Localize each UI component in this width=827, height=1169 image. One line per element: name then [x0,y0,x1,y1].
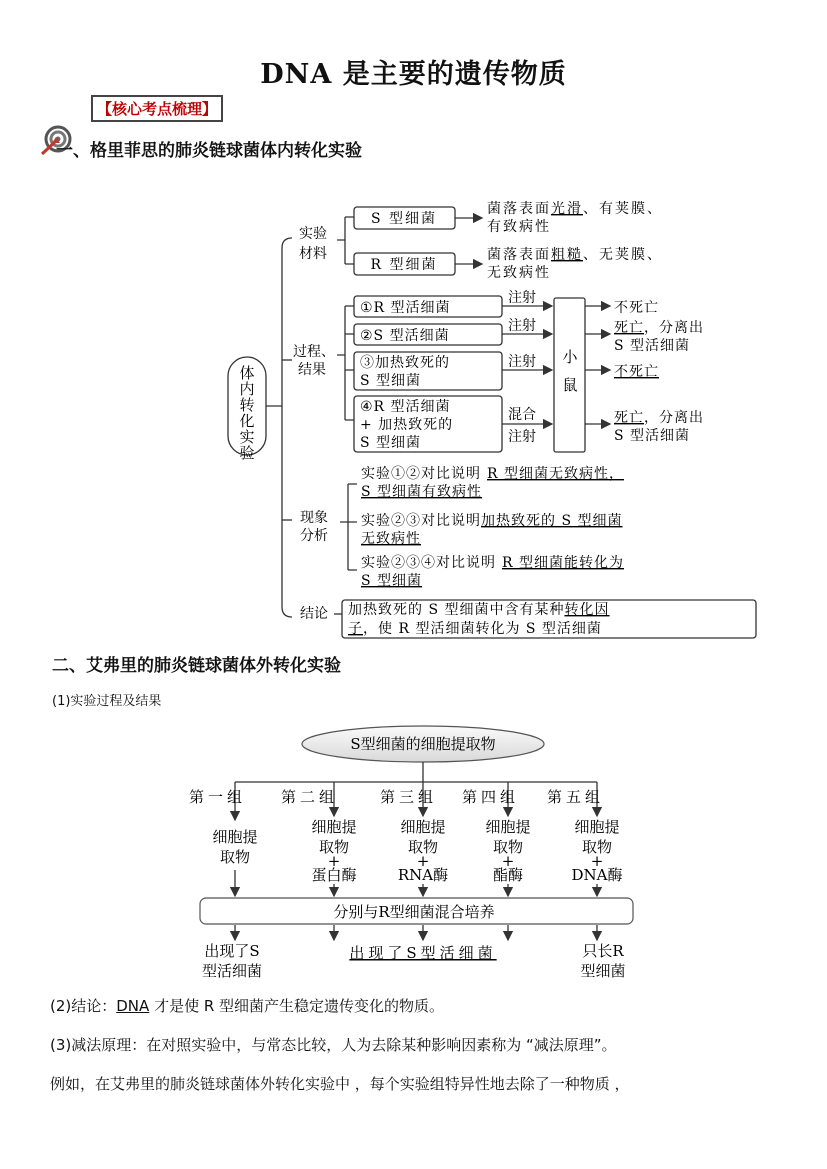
extract-2b: 取物 [318,838,350,856]
extract-4a: 细胞提 [485,818,531,836]
root-char: 体 [239,364,255,382]
enzyme-3: RNA酶 [397,866,449,884]
enzyme-4: 酯酶 [492,866,524,884]
cat-material-2: 材料 [299,246,327,262]
plus-4: + [501,852,515,870]
inject-label-1: 注射 [508,290,536,306]
subheading-process: (1)实验过程及结果 [52,694,162,709]
exp2-label: ②S 型活细菌 [360,328,450,344]
outcome5-a: 只长R [582,942,624,960]
r-desc-line1: 菌落表面粗糙、无荚膜、 [487,247,663,263]
group1-label: 第一组 [189,788,247,806]
extract-2a: 细胞提 [311,818,357,836]
result3: 不死亡 [614,364,659,380]
outcome5-b: 型细菌 [580,962,626,980]
extract-3b: 取物 [407,838,439,856]
result2-line2: S 型活细菌 [614,338,691,354]
enzyme-2: 蛋白酶 [311,866,357,884]
inject-label-2: 注射 [508,318,536,334]
page-title: DNA 是主要的遗传物质 [260,59,567,90]
exp1-label: ①R 型活细菌 [360,300,451,316]
section-heading-2: 二、艾弗里的肺炎链球菌体外转化实验 [52,656,341,676]
plus-5: + [590,852,604,870]
section-tag: 【核心考点梳理】 [91,95,223,122]
extract-4b: 取物 [492,838,524,856]
mouse-label-1: 小 [562,348,578,366]
cat-process-2: 结果 [298,362,326,378]
conclusion-line1: 加热致死的 S 型细菌中含有某种转化因 [348,602,610,618]
outcome-middle: 出现了S型活细菌 [349,944,497,962]
inject-label-3: 注射 [508,354,536,370]
cat-process-1: 过程、 [293,344,335,360]
r-desc-line2: 无致病性 [487,265,551,281]
group2-label: 第二组 [281,788,339,806]
r-type-label: R 型细菌 [370,257,438,273]
culture-label: 分别与R型细菌混合培养 [333,903,495,921]
s-desc-line1: 菌落表面光滑、有荚膜、 [487,201,663,217]
extract-top-label: S型细菌的细胞提取物 [350,735,496,753]
mouse-label-2: 鼠 [562,376,578,394]
inject-label-4: 注射 [508,429,536,445]
cat-analysis-1: 现象 [300,510,328,526]
cat-conclusion: 结论 [300,606,328,622]
conclusion-line2: 子，使 R 型活细菌转化为 S 型活细菌 [348,621,602,637]
analysis2-line1: 实验②③对比说明加热致死的 S 型细菌 [361,513,623,529]
exp3-label-1: ③加热致死的 [360,355,450,371]
root-label: 体内转化实验 [239,364,255,462]
extract-1a: 细胞提 [212,828,258,846]
group5-label: 第五组 [547,788,605,806]
extract-5b: 取物 [581,838,613,856]
exp3-label-2: S 型细菌 [360,373,422,389]
result2-line1: 死亡，分离出 [614,320,704,336]
cat-analysis-2: 分析 [300,528,328,544]
in-vitro-diagram [0,720,827,990]
analysis1-line2: S 型细菌有致病性 [361,484,483,500]
mix-label: 混合 [508,407,536,423]
plus-2: + [327,852,341,870]
exp4-label-3: S 型细菌 [360,435,422,451]
extract-3a: 细胞提 [400,818,446,836]
cat-material-1: 实验 [299,226,327,242]
example-paragraph: 例如，在艾弗里的肺炎链球菌体外转化实验中 ，每个实验组特异性地去除了一种物质 ， [50,1075,630,1093]
exp4-label-1: ④R 型活细菌 [360,399,451,415]
result4-line2: S 型活细菌 [614,428,691,444]
analysis3-line2: S 型细菌 [361,573,423,589]
result1: 不死亡 [614,300,659,316]
exp4-label-2: + 加热致死的 [360,417,454,433]
analysis3-line1: 实验②③④对比说明 R 型细菌能转化为 [361,555,624,571]
group3-label: 第三组 [380,788,438,806]
outcome1-a: 出现了S [204,942,260,960]
outcome1-b: 型活细菌 [201,962,263,980]
conclusion-paragraph: (2)结论：DNA 才是使 R 型细菌产生稳定遗传变化的物质。 [50,997,445,1015]
s-desc-line2: 有致病性 [487,219,551,235]
enzyme-5: DNA酶 [571,866,623,884]
extract-1b: 取物 [219,848,251,866]
section-heading-1: 一、格里菲思的肺炎链球菌体内转化实验 [56,141,362,161]
group4-label: 第四组 [462,788,520,806]
s-type-label: S 型细菌 [370,211,438,227]
result4-line1: 死亡，分离出 [614,410,704,426]
extract-5a: 细胞提 [574,818,620,836]
plus-3: + [416,852,430,870]
subtraction-principle-paragraph: (3)减法原理：在对照实验中，与常态比较，人为去除某种影响因素称为 “减法原理”。 [50,1036,617,1054]
analysis1-line1: 实验①②对比说明 R 型细菌无致病性， [361,466,624,482]
analysis2-line2: 无致病性 [361,531,421,547]
